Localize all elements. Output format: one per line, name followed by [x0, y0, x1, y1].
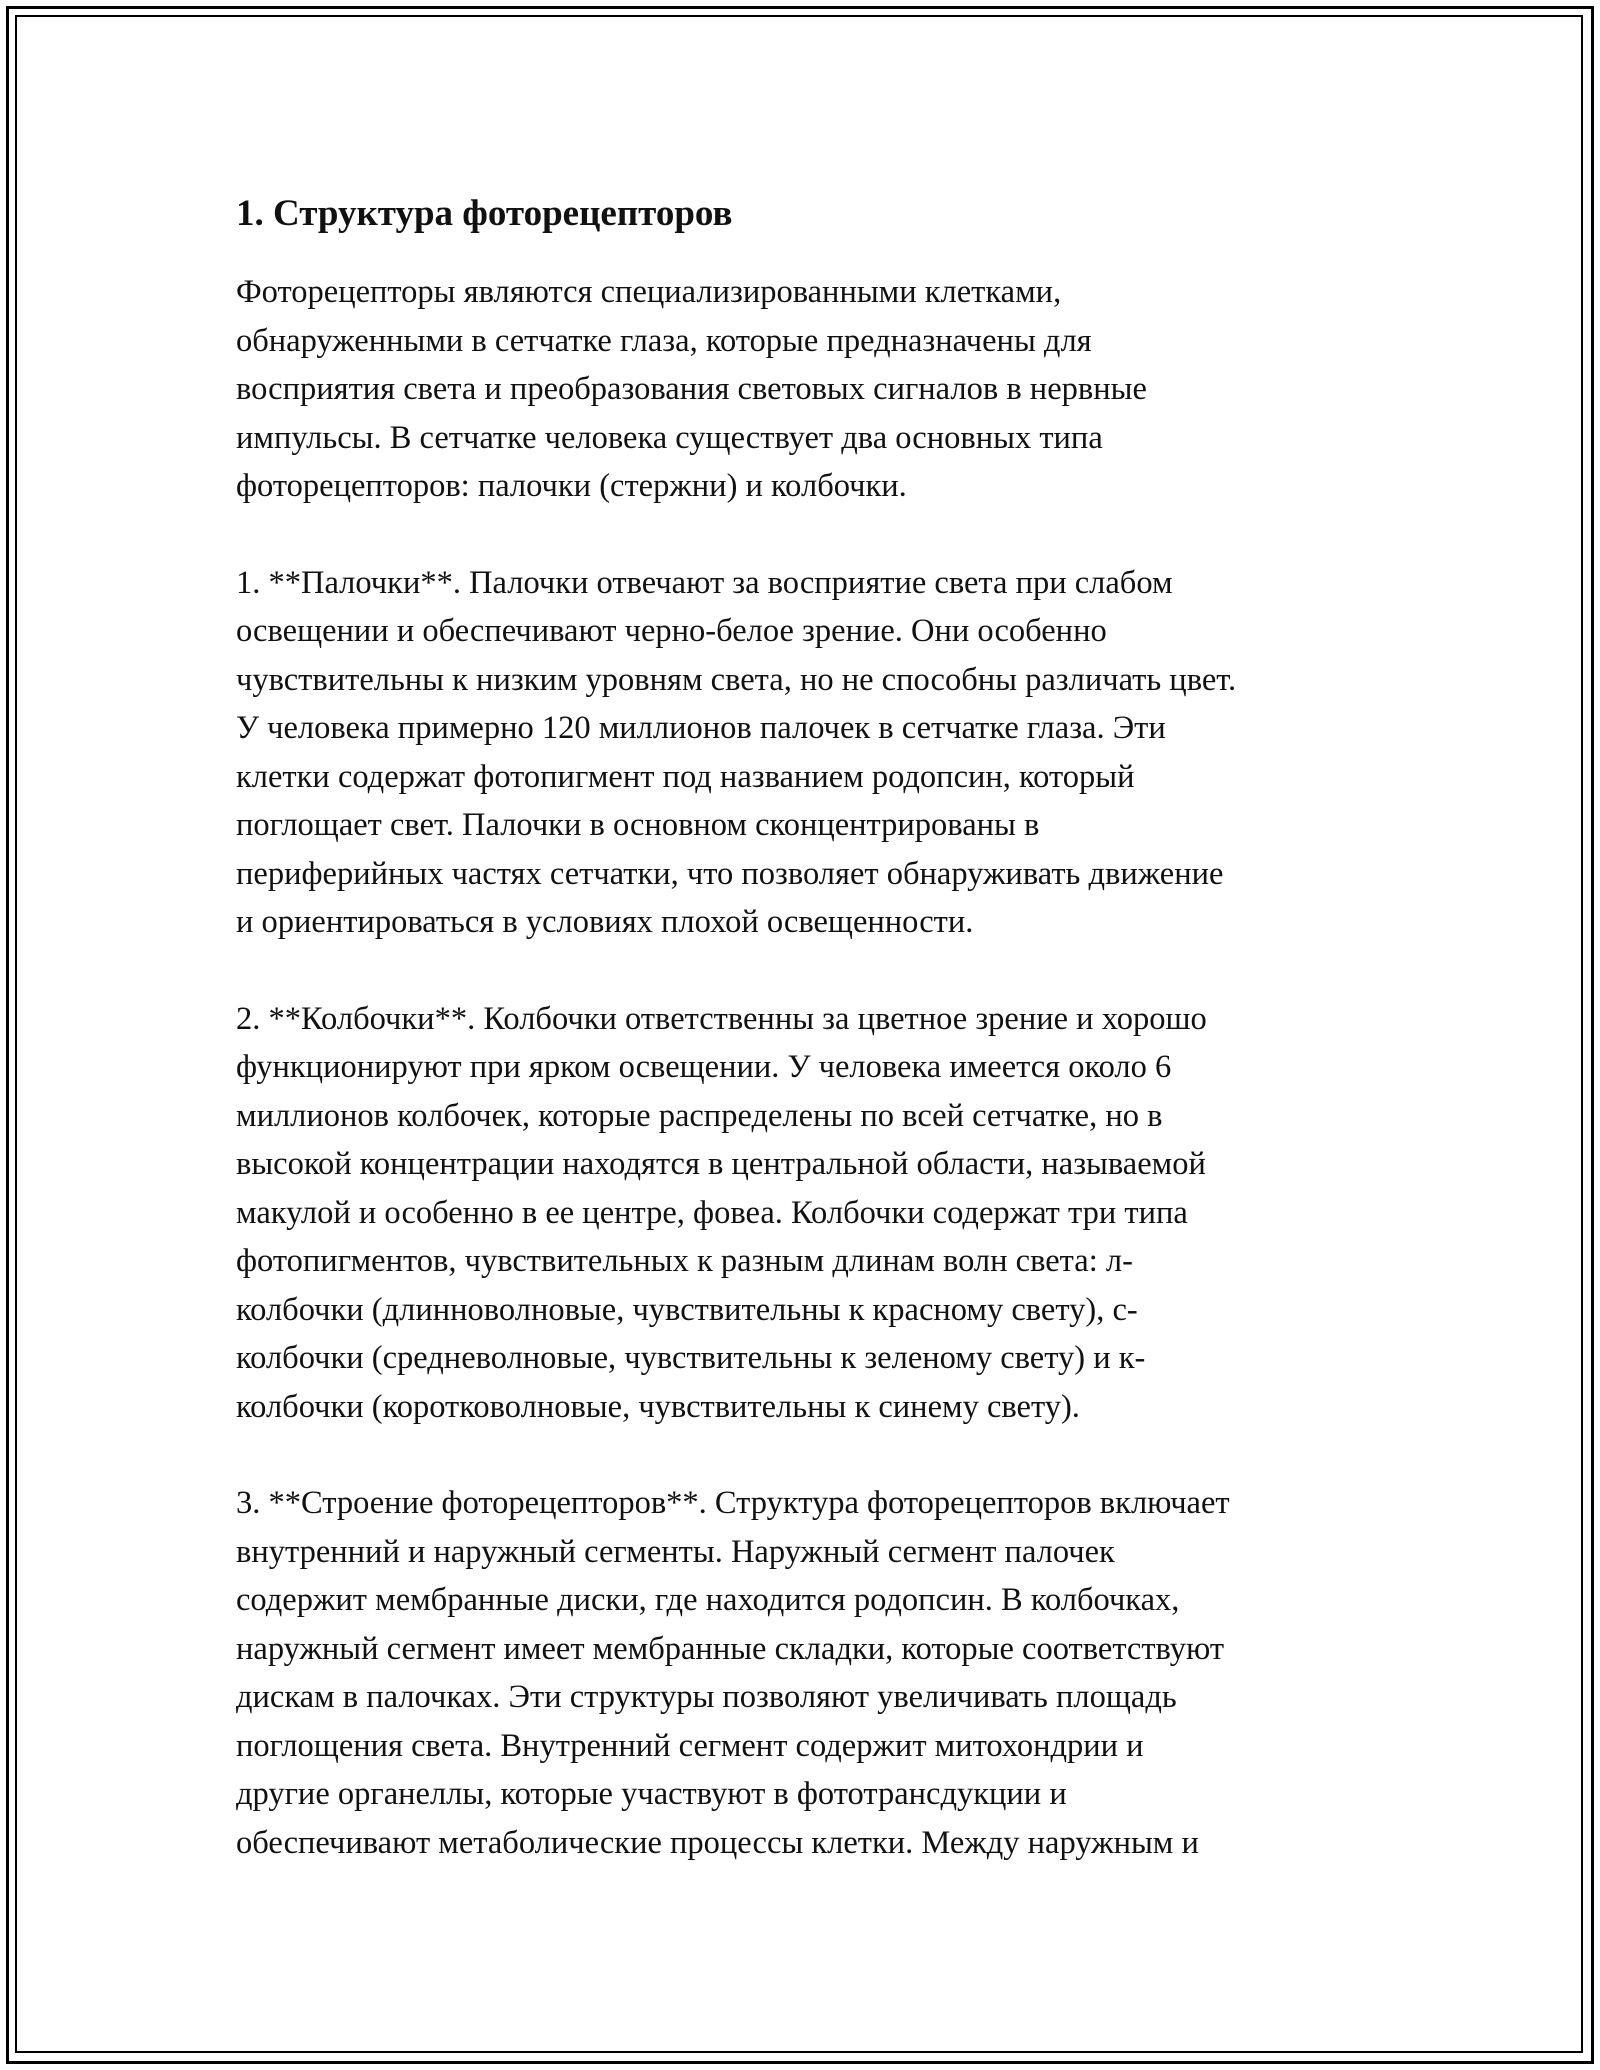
text-line: внутренний и наружный сегменты. Наружный сегмент палочек	[236, 1533, 1115, 1570]
text-line: высокой концентрации находятся в центральной области, называемой	[236, 1146, 1206, 1182]
text-line: освещении и обеспечивают черно-белое зрение. Они особенно	[236, 613, 1107, 649]
text-line: содержит мембранные диски, где находится родопсин. В колбочках,	[236, 1582, 1180, 1618]
text-line: другие органеллы, которые участвуют в фототрансдукции и	[236, 1776, 1067, 1812]
text-line: периферийных частях сетчатки, что позволяет обнаруживать движение	[236, 855, 1224, 892]
text-line: колбочки (длинноволновые, чувствительны к красному свету), с-	[236, 1291, 1138, 1328]
text-line: миллионов колбочек, которые распределены по всей сетчатке, но в	[236, 1097, 1163, 1134]
text-line: Фоторецепторы являются специализированными клетками,	[236, 274, 1062, 310]
text-line: 1. **Палочки**. Палочки отвечают за восприятие света при слабом	[236, 564, 1173, 601]
text-line: 2. **Колбочки**. Колбочки ответственны за цветное зрение и хорошо	[236, 1000, 1207, 1037]
text-line: фоторецепторов: палочки (стержни) и колбочки.	[236, 468, 907, 504]
structure-paragraph	[236, 1479, 1376, 1867]
text-line: колбочки (коротковолновые, чувствительны к синему свету).	[236, 1388, 1080, 1425]
text-line: колбочки (средневолновые, чувствительны к зеленому свету) и к-	[236, 1340, 1146, 1376]
text-line: обнаруженными в сетчатке глаза, которые предназначены для	[236, 322, 1092, 359]
section-heading: 1. Структура фоторецепторов	[236, 193, 733, 234]
text-line: поглощения света. Внутренний сегмент содержит митохондрии и	[236, 1727, 1144, 1764]
text-line: и ориентироваться в условиях плохой освещенности.	[236, 904, 974, 940]
text-line: фотопигментов, чувствительных к разным длинам волн света: л-	[236, 1243, 1133, 1279]
text-line: 3. **Строение фоторецепторов**. Структура фоторецепторов включает	[236, 1485, 1230, 1521]
text-line: чувствительны к низким уровням света, но не способны различать цвет.	[236, 661, 1237, 698]
text-line: поглощает свет. Палочки в основном сконцентрированы в	[236, 807, 1040, 843]
text-line: функционируют при ярком освещении. У человека имеется около 6	[236, 1049, 1172, 1085]
text-line: обеспечивают метаболические процессы клетки. Между наружным и	[236, 1824, 1199, 1861]
rods-paragraph	[236, 559, 1376, 947]
intro-paragraph	[236, 268, 1376, 511]
text-line: дискам в палочках. Эти структуры позволяют увеличивать площадь	[236, 1679, 1177, 1715]
document-page	[236, 186, 1376, 1915]
text-line: наружный сегмент имеет мембранные складки, которые соответствуют	[236, 1630, 1225, 1667]
text-line: макулой и особенно в ее центре, фовеа. Колбочки содержат три типа	[236, 1194, 1188, 1231]
cones-paragraph	[236, 995, 1376, 1432]
text-line: У человека примерно 120 миллионов палочек в сетчатке глаза. Эти	[236, 710, 1166, 746]
text-line: восприятия света и преобразования световых сигналов в нервные	[236, 371, 1147, 407]
text-line: клетки содержат фотопигмент под названием родопсин, который	[236, 758, 1135, 795]
text-line: импульсы. В сетчатке человека существует два основных типа	[236, 419, 1103, 456]
